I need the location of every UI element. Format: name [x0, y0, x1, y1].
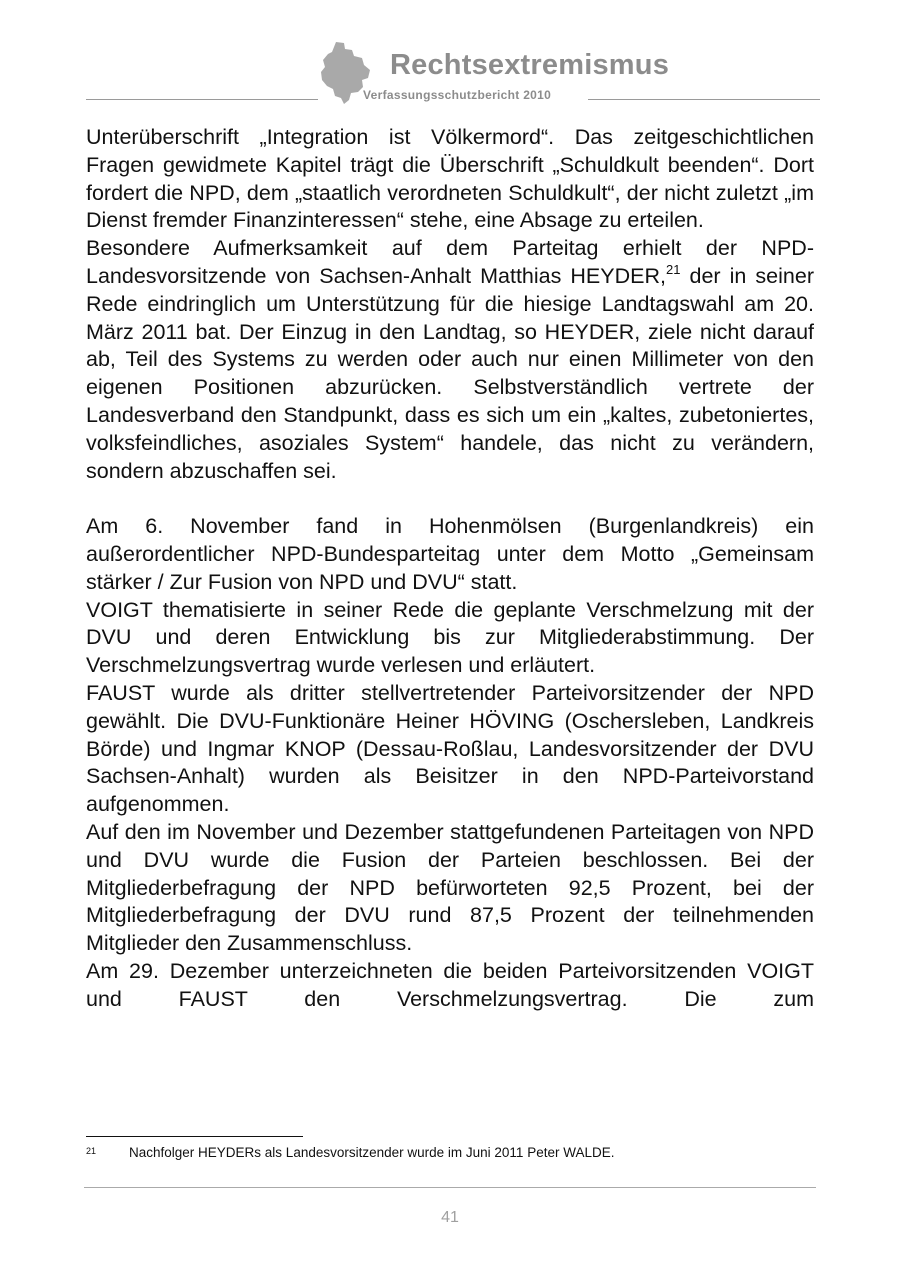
paragraph: Am 29. Dezember unterzeichneten die beiden Parteivorsitzenden VOIGT und FAUST den Verschmelzungsvertrag. Die zum: [86, 958, 814, 1011]
footnote-number: 21: [86, 1146, 97, 1156]
paragraph: FAUST wurde als dritter stellvertretender Parteivorsitzender der NPD gewählt. Die DVU-Funktionäre Heiner HÖVING (Oschersleben, Landkreis Börde) und Ingmar KNOP (Dessau-Roßlau, Landesvorsitzender der DVU Sachsen-Anhalt) wurden als Beisitzer in den NPD-Parteivorstand aufgenommen.: [86, 680, 814, 817]
paragraph: Auf den im November und Dezember stattgefundenen Parteitagen von NPD und DVU wurde die Fusion der Parteien beschlossen. Bei der Mitgliederbefragung der NPD befürworteten 92,5 Prozent, bei der Mitgliederbefragung der DVU rund 87,5 Prozent der teilnehmenden Mitglieder den Zusammenschluss.: [86, 819, 814, 956]
page-number: 41: [441, 1209, 459, 1226]
footnote-text: Nachfolger HEYDERs als Landesvorsitzender wurde im Juni 2011 Peter WALDE.: [129, 1145, 615, 1160]
paragraph-text: der in seiner Rede eindringlich um Unterstützung für die hiesige Landtagswahl am 20. März 2011 bat. Der Einzug in den Landtag, so HEYDER, ziele nicht darauf ab, Teil des Systems zu werden oder auch nur einen Millimeter von den eigenen Positionen abzurücken. Selbstverständlich vertrete der Landesverband den Standpunkt, dass es sich um ein „kaltes, zubetoniertes, volksfeindliches, asoziales System“ handele, das nicht zu verändern, sondern abzuschaffen sei.: [86, 263, 814, 483]
header-title: Rechtsextremismus: [390, 49, 670, 81]
footnote-separator: [86, 1136, 303, 1137]
paragraph: Am 6. November fand in Hohenmölsen (Burgenlandkreis) ein außerordentlicher NPD-Bundesparteitag unter dem Motto „Gemeinsam stärker / Zur Fusion von NPD und DVU“ statt.: [86, 514, 814, 594]
paragraph: [86, 235, 814, 485]
body-text: [86, 124, 814, 1014]
paragraph-text: Besondere Aufmerksamkeit auf dem Parteitag erhielt der NPD-Landesvorsitzende von Sachsen-Anhalt Matthias HEYDER,: [86, 236, 814, 288]
footnote-reference[interactable]: 21: [665, 261, 681, 277]
paragraph: Unterüberschrift „Integration ist Völkermord“. Das zeitgeschichtlichen Fragen gewidmete Kapitel trägt die Überschrift „Schuldkult beenden“. Dort fordert die NPD, dem „staatlich verordneten Schuldkult“, der nicht zuletzt „im Dienst fremder Finanzinteressen“ stehe, eine Absage zu erteilen.: [86, 125, 814, 233]
paragraph-gap: [86, 485, 814, 513]
header-subtitle: Verfassungsschutzbericht 2010: [363, 88, 552, 102]
header-rule-right: [588, 99, 820, 100]
footer-rule: [84, 1187, 816, 1188]
paragraph: VOIGT thematisierte in seiner Rede die geplante Verschmelzung mit der DVU und deren Entwicklung bis zur Mitgliederabstimmung. Der Verschmelzungsvertrag wurde verlesen und erläutert.: [86, 597, 814, 678]
header-rule-left: [86, 99, 318, 100]
page-header: [0, 0, 900, 110]
